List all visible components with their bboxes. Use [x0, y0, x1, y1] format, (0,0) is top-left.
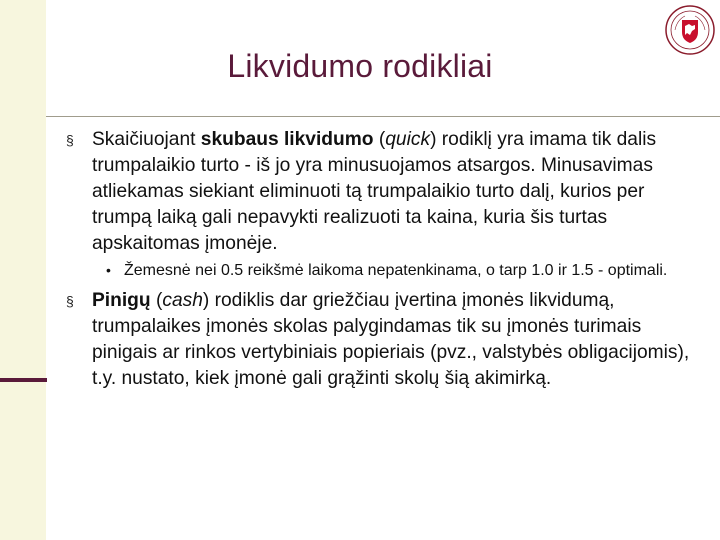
bullet-marker: § — [66, 132, 74, 148]
bullet-text: Skaičiuojant — [92, 129, 201, 150]
sub-bullet-item — [66, 259, 706, 282]
side-accent-bar — [0, 378, 47, 382]
bullet-marker: • — [106, 262, 111, 278]
bullet-text: ( — [373, 129, 386, 150]
bullet-marker: § — [66, 293, 74, 309]
bullet-item — [66, 288, 706, 392]
bullet-text: ) rodiklis dar griežčiau įvertina įmonės likvidumą, trumpalaikes įmonės skolas palygindamas tik su įmonės turimais pinigais ar rinkos vertybiniais popieriais (pvz., valstybės obligacijomis), t.y. nustato, kiek įmonė gali grąžinti skolų šią akimirką. — [92, 290, 690, 389]
bullet-text: Žemesnė nei 0.5 reikšmė laikoma nepatenkinama, o tarp 1.0 ir 1.5 - optimali. — [124, 262, 668, 279]
bullet-item — [66, 127, 706, 257]
university-crest-icon — [664, 4, 716, 56]
bullet-text: Pinigų — [92, 290, 151, 311]
title-divider — [46, 116, 720, 117]
slide-title: Likvidumo rodikliai — [227, 48, 493, 84]
bullet-text: cash — [162, 290, 203, 311]
bullet-text: ) rodiklį yra imama tik dalis trumpalaikio turto - iš jo yra minusuojamos atsargos. Minusavimas atliekamas siekiant eliminuoti tą trumpalaikio turto dalį, kurios per trumpą laiką gali nepavykti realizuoti ta kaina, kuria šis turtas apskaitomas įmonėje. — [92, 129, 657, 254]
bullet-text: quick — [385, 129, 431, 150]
slide-body — [66, 127, 706, 394]
bullet-text: ( — [150, 290, 163, 311]
bullet-text: skubaus likvidumo — [200, 129, 374, 150]
